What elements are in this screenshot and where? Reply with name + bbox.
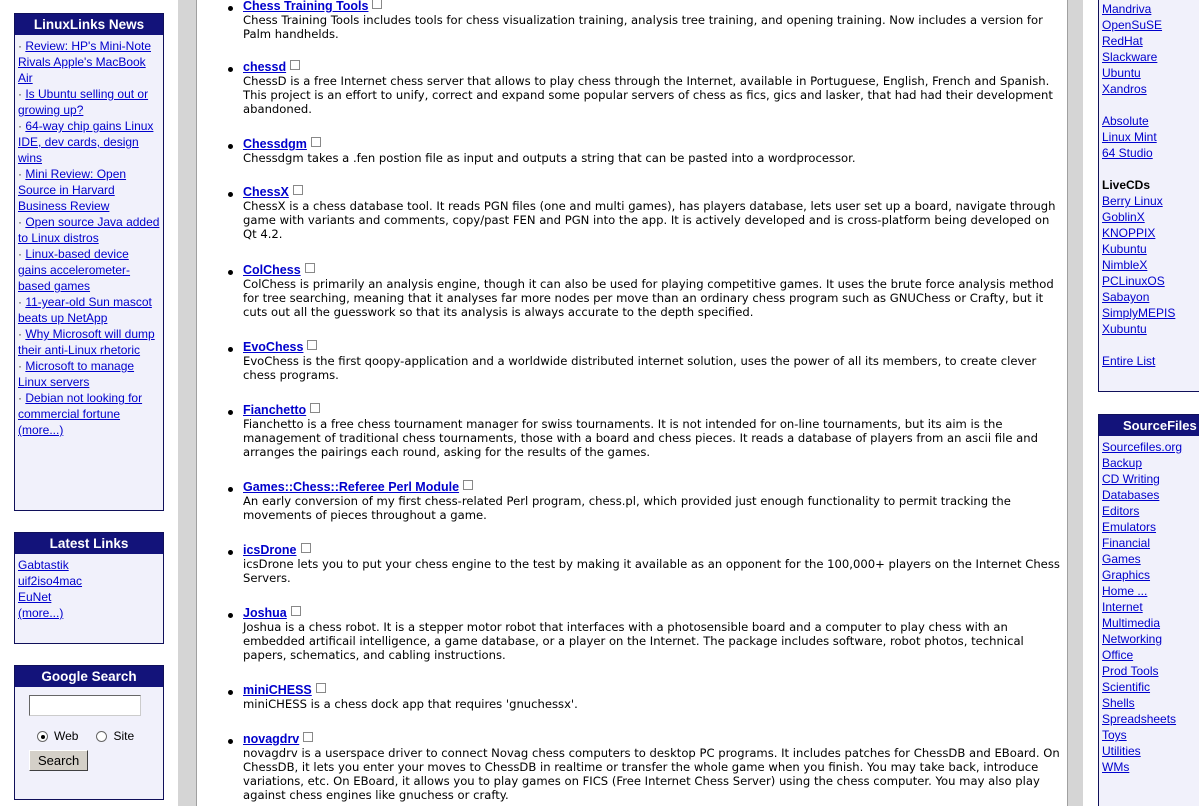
news-bullet: · (18, 87, 26, 101)
news-bullet: · (18, 247, 26, 261)
distro-list-more (1099, 113, 1199, 161)
site-radio-label: Site (113, 729, 135, 743)
news-link[interactable]: Why Microsoft will dump their anti-Linux rhetoric (18, 327, 155, 357)
entry-title-link[interactable]: Chessdgm (243, 137, 307, 151)
entry-bullet (228, 6, 233, 11)
entry-bullet (228, 192, 233, 197)
news-bullet: · (18, 119, 26, 133)
sourcefiles-link[interactable]: Prod Tools (1102, 664, 1159, 678)
news-bullet: · (18, 39, 26, 53)
google-search-box (14, 665, 164, 800)
sourcefiles-link[interactable]: Emulators (1102, 520, 1157, 534)
sourcefiles-link[interactable]: Internet (1102, 600, 1143, 614)
sourcefiles-link[interactable]: CD Writing (1102, 472, 1160, 486)
news-item (18, 294, 160, 326)
latest-more-link[interactable]: (more...) (18, 606, 64, 620)
distro-link[interactable]: RedHat (1102, 34, 1143, 48)
sourcefiles-list (1099, 436, 1199, 775)
distro-link[interactable]: Xandros (1102, 82, 1147, 96)
entry-title-link[interactable]: miniCHESS (243, 683, 312, 697)
entry-title-link[interactable]: ColChess (243, 263, 301, 277)
sourcefiles-link[interactable]: Networking (1102, 632, 1163, 646)
entry-bullet (228, 67, 233, 72)
entry-title-link[interactable]: Fianchetto (243, 403, 307, 417)
sourcefiles-link[interactable]: Backup (1102, 456, 1143, 470)
news-item (18, 390, 160, 422)
distro-link[interactable]: Linux Mint (1102, 130, 1157, 144)
sourcefiles-link[interactable]: Databases (1102, 488, 1160, 502)
latest-links-title: Latest Links (15, 533, 163, 554)
entry-bullet (228, 550, 233, 555)
livecd-link[interactable]: KNOPPIX (1102, 226, 1156, 240)
news-bullet: · (18, 295, 26, 309)
left-sidebar (0, 0, 178, 806)
entry-bullet (228, 613, 233, 618)
entry-title (243, 683, 326, 698)
news-bullet: · (18, 167, 26, 181)
site-radio[interactable] (96, 731, 107, 742)
entry-title-link[interactable]: ChessX (243, 185, 289, 199)
sourcefiles-link[interactable]: Financial (1102, 536, 1151, 550)
entry-title-link[interactable]: icsDrone (243, 543, 297, 557)
distro-list (1099, 0, 1199, 97)
distros-box (1098, 0, 1199, 392)
distro-link[interactable]: Ubuntu (1102, 66, 1141, 80)
sourcefiles-link[interactable]: Graphics (1102, 568, 1151, 582)
entry-checkbox[interactable] (316, 683, 326, 693)
entry-title (243, 137, 321, 152)
entry-description: miniCHESS is a chess dock app that requires 'gnuchessx'. (243, 697, 578, 711)
entry-checkbox[interactable] (301, 543, 311, 553)
google-search-input[interactable] (29, 695, 141, 716)
news-item (18, 86, 160, 118)
entry-title (243, 340, 317, 355)
entry-title (243, 732, 313, 747)
entry-checkbox[interactable] (310, 403, 320, 413)
news-item (18, 246, 160, 294)
entry-description: EvoChess is the first qoopy-application and a worldwide distributed internet solution, uses the power of all its members, to create clever chess programs. (243, 354, 1037, 382)
entry-checkbox[interactable] (303, 732, 313, 742)
entry-checkbox[interactable] (372, 0, 382, 9)
entry-bullet (228, 690, 233, 695)
latest-link[interactable]: Gabtastik (18, 558, 69, 572)
entry-title-link[interactable]: Games::Chess::Referee Perl Module (243, 480, 460, 494)
livecd-link[interactable]: SimplyMEPIS (1102, 306, 1176, 320)
entry-title (243, 606, 301, 621)
livecd-link[interactable]: Sabayon (1102, 290, 1150, 304)
entry-title-link[interactable]: Joshua (243, 606, 287, 620)
main-content (196, 0, 1068, 806)
livecds-heading: LiveCDs (1102, 178, 1151, 192)
sourcefiles-link[interactable]: Sourcefiles.org (1102, 440, 1183, 454)
livecd-link[interactable]: Berry Linux (1102, 194, 1163, 208)
news-bullet: · (18, 215, 26, 229)
news-bullet: · (18, 327, 26, 341)
entry-checkbox[interactable] (293, 185, 303, 195)
entry-title (243, 480, 473, 495)
news-item (18, 358, 160, 390)
news-item (18, 166, 160, 214)
livecd-link[interactable]: Kubuntu (1102, 242, 1147, 256)
news-link[interactable]: Mini Review: Open Source in Harvard Business Review (18, 167, 127, 213)
google-search-button[interactable]: Search (29, 750, 88, 771)
entry-title-link[interactable]: Chess Training Tools (243, 0, 369, 13)
latest-links-box (14, 532, 164, 644)
sourcefiles-link[interactable]: Office (1102, 648, 1134, 662)
latest-link[interactable]: EuNet (18, 590, 52, 604)
news-link[interactable]: Debian not looking for commercial fortune (18, 391, 143, 421)
news-list (15, 35, 163, 442)
entry-description: Joshua is a chess robot. It is a stepper motor robot that interfaces with a photosensible board and a computer to play chess with an embedded artificail intelligence, a game database, or a player on the Internet. The package includes software, robot photos, technical papers, schematics, and cabling instructions. (243, 620, 1024, 662)
entry-description: icsDrone lets you to put your chess engine to the test by making it available as an opponent for the 100,000+ players on the Internet Chess Servers. (243, 557, 1060, 585)
entry-description: Chess Training Tools includes tools for chess visualization training, analysis tree training, and opening training. Now includes a version for Palm handhelds. (243, 13, 1043, 41)
news-more-link[interactable]: (more...) (18, 423, 64, 437)
news-link[interactable]: 64-way chip gains Linux IDE, dev cards, design wins (18, 119, 154, 165)
livecd-link[interactable]: NimbleX (1102, 258, 1148, 272)
entry-bullet (228, 270, 233, 275)
news-link[interactable]: Linux-based device gains accelerometer-based games (18, 247, 131, 293)
news-link[interactable]: Open source Java added to Linux distros (18, 215, 160, 245)
distro-link[interactable]: Mandriva (1102, 2, 1152, 16)
entry-checkbox[interactable] (290, 60, 300, 70)
entry-title (243, 60, 300, 75)
web-radio[interactable] (37, 731, 48, 742)
news-item (18, 326, 160, 358)
entry-title (243, 263, 315, 278)
entry-bullet (228, 739, 233, 744)
sourcefiles-link[interactable]: Editors (1102, 504, 1140, 518)
sourcefiles-link[interactable]: WMs (1102, 760, 1130, 774)
entry-bullet (228, 347, 233, 352)
news-box-title: LinuxLinks News (15, 14, 163, 35)
entry-description: An early conversion of my first chess-related Perl program, chess.pl, which provided just enough functionality to permit tracking the movements of pieces throughout a game. (243, 494, 1011, 522)
entry-title-link[interactable]: chessd (243, 60, 287, 74)
news-link[interactable]: Is Ubuntu selling out or growing up? (18, 87, 149, 117)
distro-link[interactable]: Slackware (1102, 50, 1158, 64)
livecd-link[interactable]: GoblinX (1102, 210, 1145, 224)
entire-list-link[interactable]: Entire List (1102, 354, 1156, 368)
sourcefiles-link[interactable]: Utilities (1102, 744, 1141, 758)
news-bullet: · (18, 391, 26, 405)
linuxlinks-news-box (14, 13, 164, 511)
news-item (18, 118, 160, 166)
distro-link[interactable]: Absolute (1102, 114, 1149, 128)
entry-checkbox[interactable] (307, 340, 317, 350)
sourcefiles-link[interactable]: Shells (1102, 696, 1135, 710)
sourcefiles-link[interactable]: Games (1102, 552, 1141, 566)
news-bullet: · (18, 359, 26, 373)
distro-link[interactable]: 64 Studio (1102, 146, 1153, 160)
entry-description: ColChess is primarily an analysis engine, though it can also be used for playing competitive games. It uses the brute force analysis method for tree searching, meaning that it analyses far more nodes per move than an ordinary chess program such as GNUChess or Crafty, but it cuts out all the guesswork so that its analysis is always accurate to the depth specified. (243, 277, 1054, 319)
sourcefiles-box (1098, 414, 1199, 806)
sourcefiles-link[interactable]: Multimedia (1102, 616, 1161, 630)
entry-checkbox[interactable] (291, 606, 301, 616)
sourcefiles-title: SourceFiles (1099, 415, 1199, 436)
entry-title (243, 543, 311, 558)
latest-links-list (15, 554, 163, 625)
sourcefiles-link[interactable]: Spreadsheets (1102, 712, 1177, 726)
sourcefiles-link[interactable]: Toys (1102, 728, 1127, 742)
news-link[interactable]: Microsoft to manage Linux servers (18, 359, 135, 389)
entry-bullet (228, 487, 233, 492)
entry-checkbox[interactable] (311, 137, 321, 147)
entry-title-link[interactable]: EvoChess (243, 340, 304, 354)
entry-title (243, 185, 303, 200)
entry-checkbox[interactable] (463, 480, 473, 490)
sourcefiles-link[interactable]: Scientific (1102, 680, 1151, 694)
right-sidebar (1083, 0, 1199, 806)
web-radio-label: Web (54, 729, 79, 743)
news-link[interactable]: Review: HP's Mini-Note Rivals Apple's MacBook Air (18, 39, 151, 85)
entry-title (243, 403, 320, 418)
sourcefiles-link[interactable]: Home ... (1102, 584, 1148, 598)
livecd-list (1099, 193, 1199, 337)
google-search-title: Google Search (15, 666, 163, 687)
entry-description: Fianchetto is a free chess tournament manager for swiss tournaments. It is not intended for on-line tournaments, but its aim is the management of traditional chess tournaments, those with a board and chess pieces. It reads a database of players from an ascii file and arranges the pairings each round, asking for the results of the games. (243, 417, 1038, 459)
entry-description: Chessdgm takes a .fen postion file as input and outputs a string that can be pasted into a wordprocessor. (243, 151, 856, 165)
livecd-link[interactable]: PCLinuxOS (1102, 274, 1165, 288)
latest-link[interactable]: uif2iso4mac (18, 574, 83, 588)
news-item (18, 214, 160, 246)
news-item (18, 38, 160, 86)
livecd-link[interactable]: Xubuntu (1102, 322, 1147, 336)
entry-description: ChessX is a chess database tool. It reads PGN files (one and multi games), has players database, lets user set up a board, navigate through game with variants and comments, copy/past FEN and PGN into the app. It is actively developed and is cross-platform being developed on Qt 4.2. (243, 199, 1056, 241)
entry-description: ChessD is a free Internet chess server that allows to play chess through the Internet, available in Portuguese, English, French and Spanish. This project is an effort to unify, correct and expand some popular servers of chess as fics, gics and lasker, that had had their development abandoned. (243, 74, 1053, 116)
distro-link[interactable]: OpenSuSE (1102, 18, 1163, 32)
entry-bullet (228, 144, 233, 149)
entry-title-link[interactable]: novagdrv (243, 732, 300, 746)
entry-checkbox[interactable] (305, 263, 315, 273)
entry-bullet (228, 410, 233, 415)
news-link[interactable]: 11-year-old Sun mascot beats up NetApp (18, 295, 152, 325)
entry-title (243, 0, 382, 14)
entry-description: novagdrv is a userspace driver to connect Novag chess computers to desktop PC programs. It includes patches for ChessDB and EBoard. On ChessDB, it lets you enter your moves to ChessDB in realtime or transfer the whole game when you finish. You may take back, introduce variations, etc. On EBoard, it allows you to play games on FICS (Free Internet Chess Server) using the chess computer. You may also play against chess engines like gnuchess or crafty. (243, 746, 1060, 802)
